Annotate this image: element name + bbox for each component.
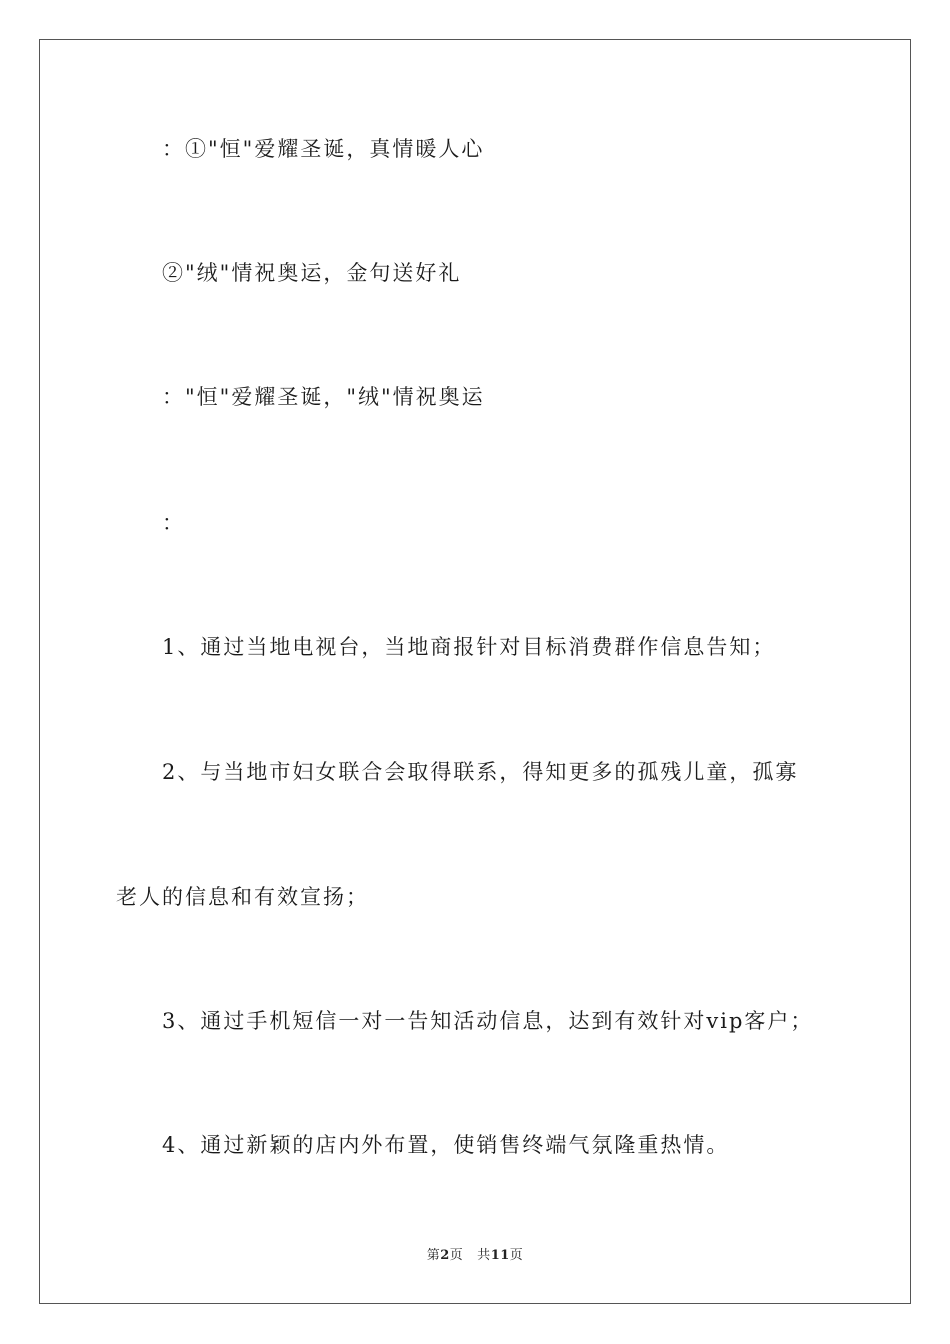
paragraph-item-1: 1、通过当地电视台，当地商报针对目标消费群作信息告知； bbox=[162, 635, 776, 659]
paragraph-colon: ： bbox=[162, 511, 185, 535]
paragraph-theme: ："恒"爱耀圣诞，"绒"情祝奥运 bbox=[162, 385, 485, 409]
footer-page-prefix: 第 bbox=[426, 1248, 441, 1263]
paragraph-slogan-1: ：①"恒"爱耀圣诞，真情暖人心 bbox=[162, 137, 485, 161]
page-footer bbox=[0, 1246, 950, 1266]
page-border bbox=[39, 39, 911, 1304]
footer-page-number: 2 bbox=[440, 1248, 450, 1263]
footer-total-pages: 11 bbox=[490, 1248, 510, 1263]
footer-page-suffix: 页 bbox=[449, 1248, 464, 1263]
paragraph-item-2: 2、与当地市妇女联合会取得联系，得知更多的孤残儿童，孤寡 bbox=[162, 760, 799, 784]
paragraph-item-4: 4、通过新颖的店内外布置，使销售终端气氛隆重热情。 bbox=[162, 1133, 730, 1157]
paragraph-item-2-continued: 老人的信息和有效宣扬； bbox=[116, 885, 369, 909]
footer-total-suffix: 页 bbox=[509, 1248, 524, 1263]
paragraph-item-3: 3、通过手机短信一对一告知活动信息，达到有效针对vip客户； bbox=[162, 1009, 814, 1033]
footer-total-prefix: 共 bbox=[477, 1248, 491, 1263]
paragraph-slogan-2: ②"绒"情祝奥运，金句送好礼 bbox=[162, 261, 462, 285]
